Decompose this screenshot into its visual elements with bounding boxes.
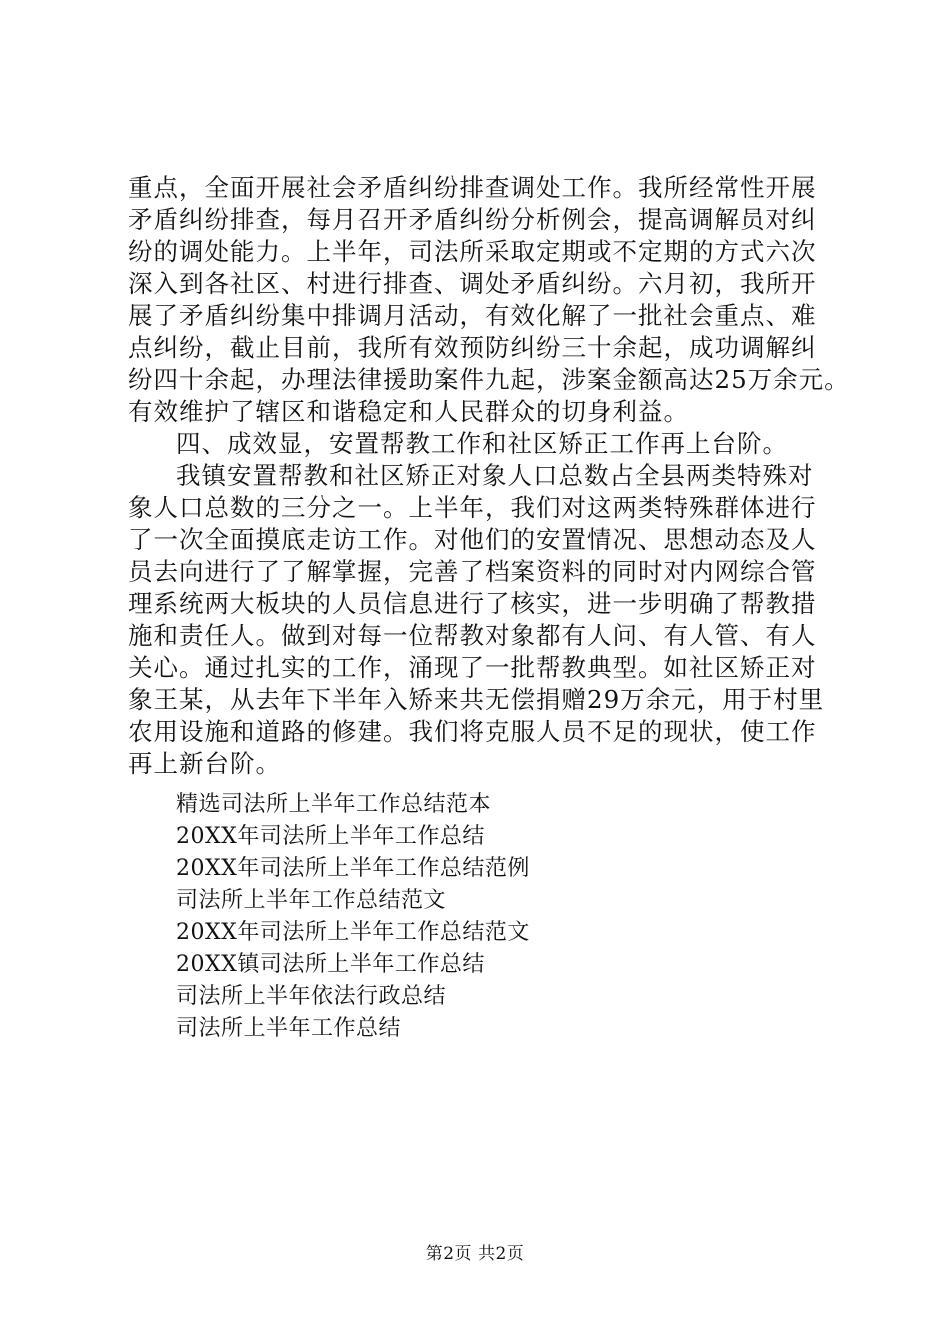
text-line: 施和责任人。做到对每一位帮教对象都有人问、有人管、有人 xyxy=(128,621,817,650)
text-line: 理系统两大板块的人员信息进行了核实，进一步明确了帮教措 xyxy=(128,589,817,618)
text-line: 深入到各社区、村进行排查、调处矛盾纠纷。六月初，我所开 xyxy=(128,269,817,298)
related-title: 司法所上半年工作总结 xyxy=(176,1016,402,1041)
text-line: 纷四十余起，办理法律援助案件九起，涉案金额高达25万余元。 xyxy=(128,365,850,394)
text-line: 了一次全面摸底走访工作。对他们的安置情况、思想动态及人 xyxy=(128,525,817,554)
text-line: 重点，全面开展社会矛盾纠纷排查调处工作。我所经常性开展 xyxy=(128,173,817,202)
text-line: 象人口总数的三分之一。上半年，我们对这两类特殊群体进行 xyxy=(128,493,817,522)
text-line: 我镇安置帮教和社区矫正对象人口总数占全县两类特殊对 xyxy=(176,461,814,490)
text-line: 员去向进行了了解掌握，完善了档案资料的同时对内网综合管 xyxy=(128,557,817,586)
related-title: 司法所上半年依法行政总结 xyxy=(176,984,447,1009)
paragraph-dispute-mediation xyxy=(128,172,850,428)
text-line: 关心。通过扎实的工作，涌现了一批帮教典型。如社区矫正对 xyxy=(128,653,817,682)
section-heading: 四、成效显，安置帮教工作和社区矫正工作再上台阶。 xyxy=(176,429,788,458)
text-line: 象王某，从去年下半年入矫来共无偿捐赠29万余元，用于村里 xyxy=(128,685,825,714)
text-line: 再上新台阶。 xyxy=(128,749,281,778)
paragraph-resettlement xyxy=(128,460,844,780)
text-line: 点纠纷，截止目前，我所有效预防纠纷三十余起，成功调解纠 xyxy=(128,333,817,362)
related-title: 司法所上半年工作总结范文 xyxy=(176,888,447,913)
related-titles-list xyxy=(176,787,776,1043)
page-number-footer: 第2页 共2页 xyxy=(425,1244,525,1264)
text-line: 矛盾纠纷排查，每月召开矛盾纠纷分析例会，提高调解员对纠 xyxy=(128,205,817,234)
text-line: 农用设施和道路的修建。我们将克服人员不足的现状，使工作 xyxy=(128,717,817,746)
document-body xyxy=(128,172,850,780)
text-line: 有效维护了辖区和谐稳定和人民群众的切身利益。 xyxy=(128,397,689,426)
related-title: 精选司法所上半年工作总结范本 xyxy=(176,792,492,817)
text-line: 展了矛盾纠纷集中排调月活动，有效化解了一批社会重点、难 xyxy=(128,301,817,330)
text-line: 纷的调处能力。上半年，司法所采取定期或不定期的方式六次 xyxy=(128,237,817,266)
related-title: 20XX镇司法所上半年工作总结 xyxy=(176,952,485,977)
related-title: 20XX年司法所上半年工作总结范例 xyxy=(176,856,530,881)
related-title: 20XX年司法所上半年工作总结 xyxy=(176,824,485,849)
related-title: 20XX年司法所上半年工作总结范文 xyxy=(176,920,530,945)
